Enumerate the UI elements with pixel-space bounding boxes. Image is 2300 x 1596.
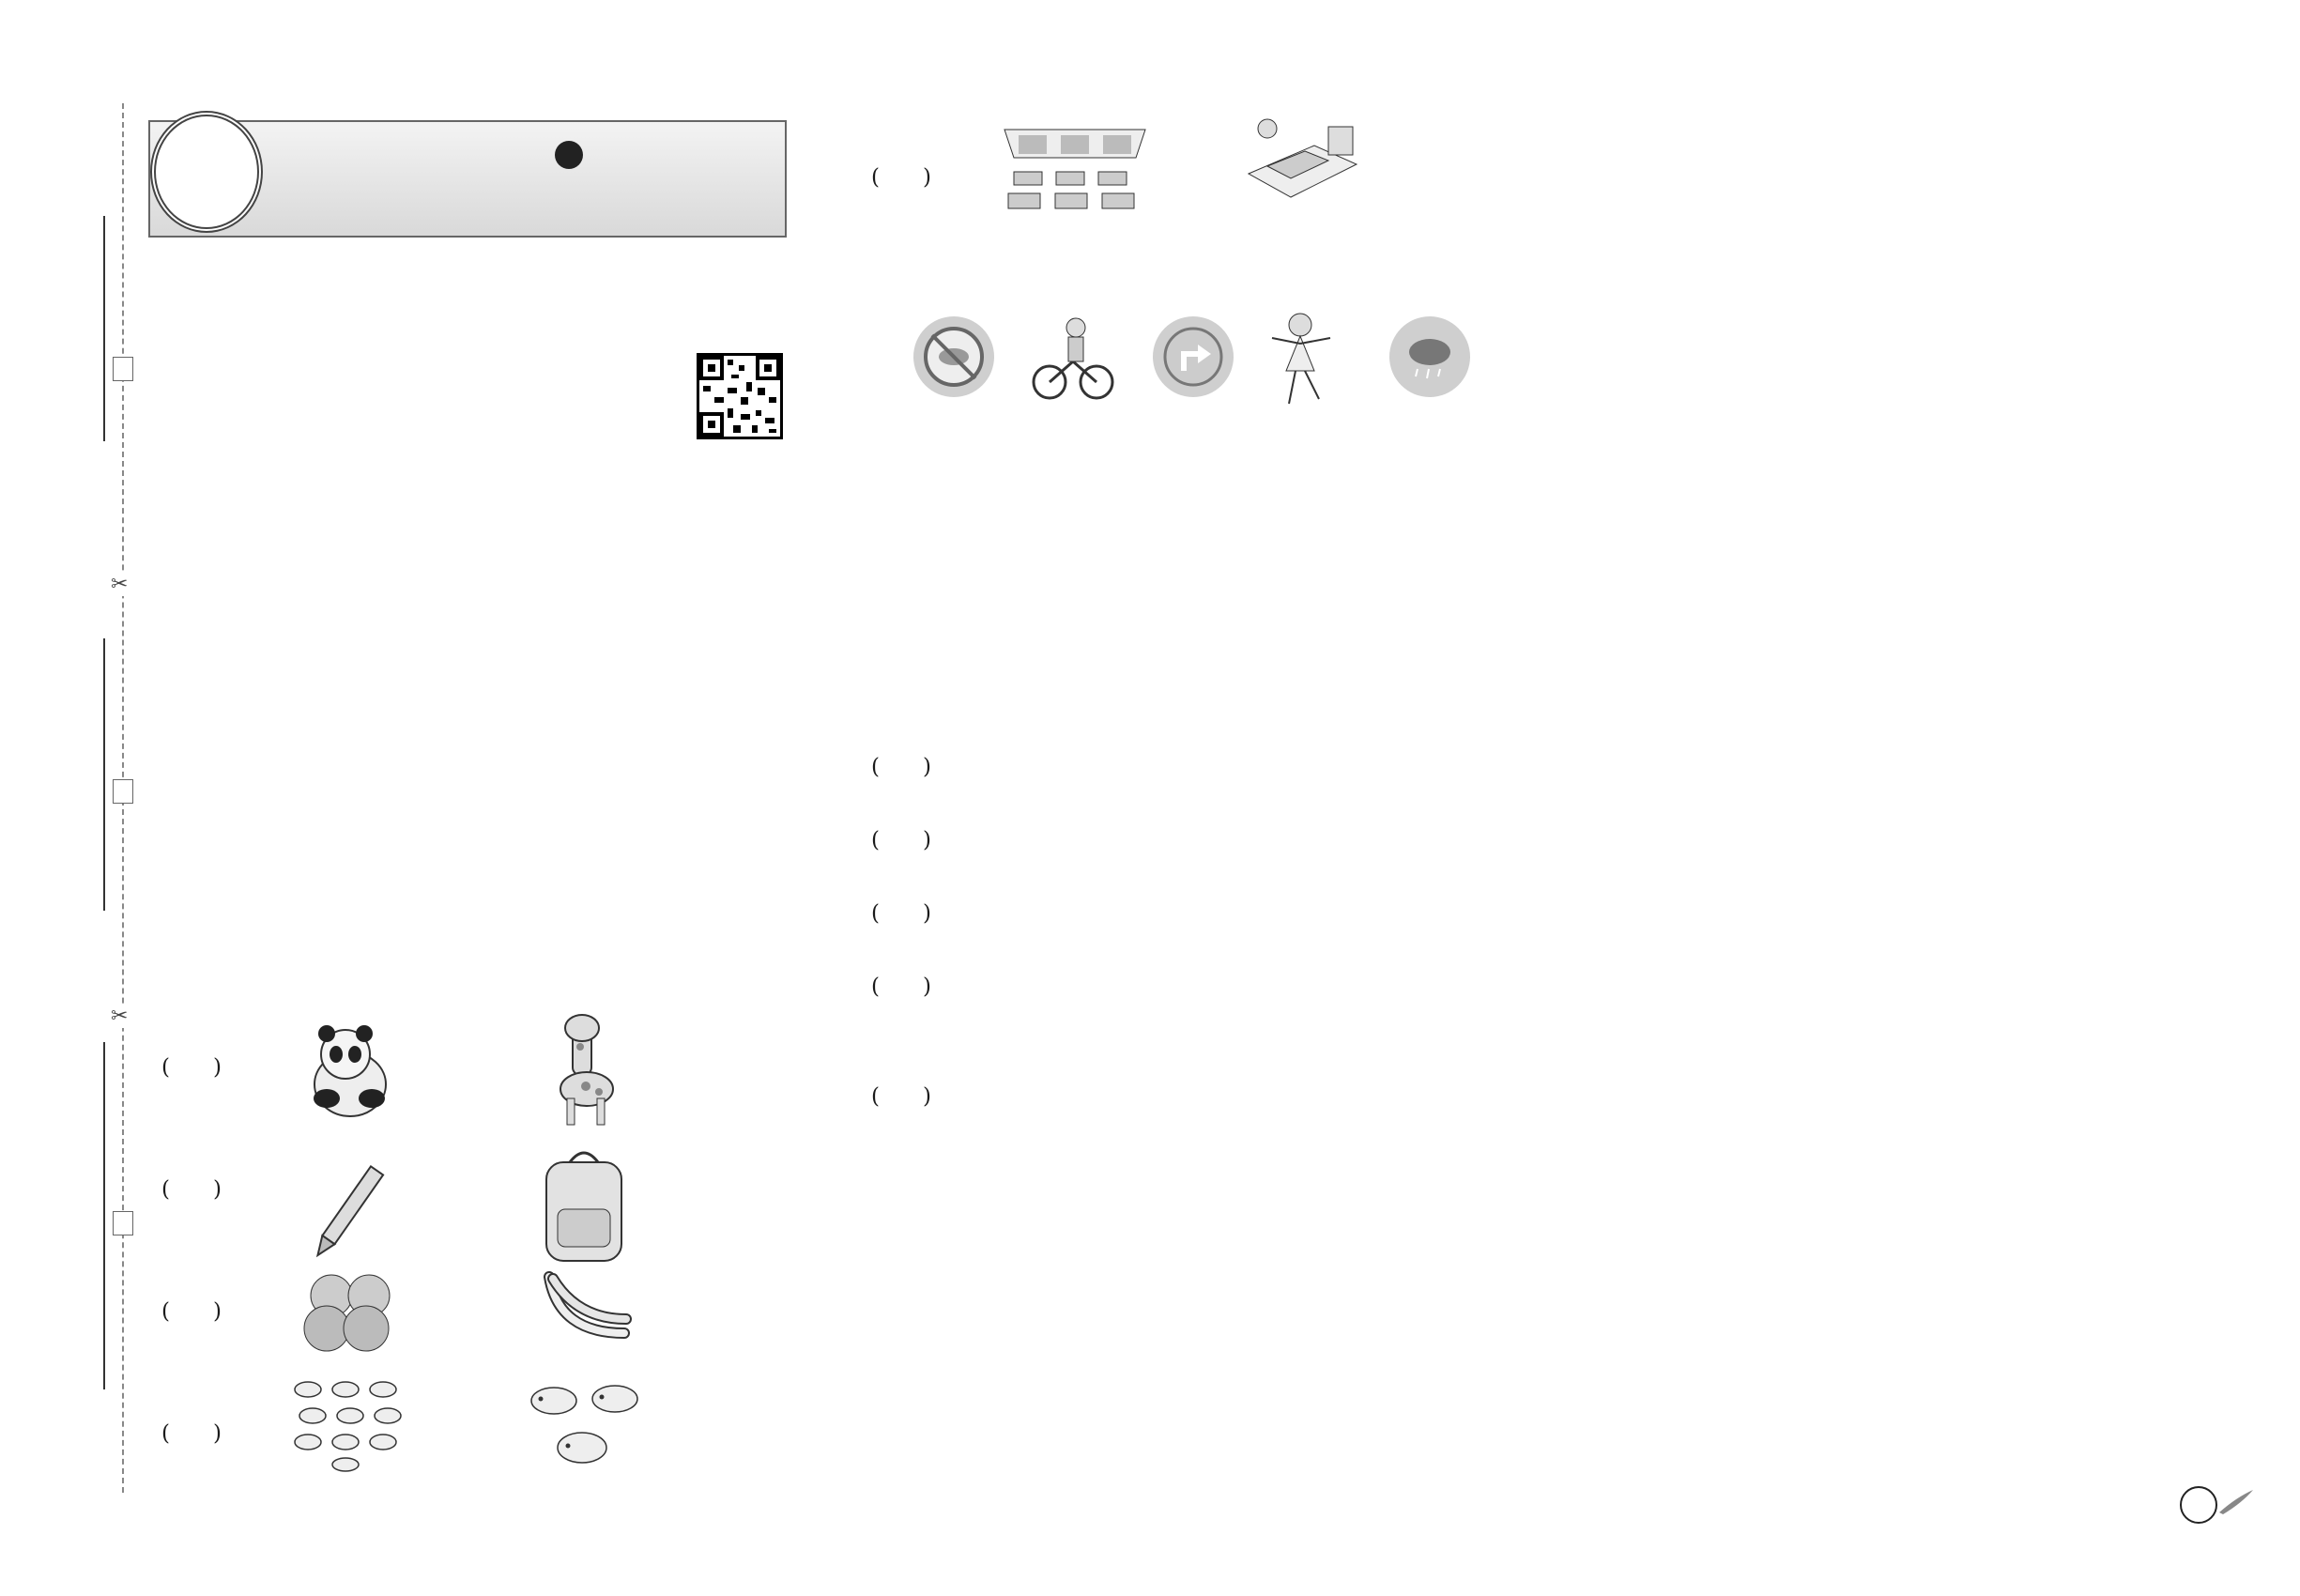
answer-blank[interactable]: ( ) — [161, 1177, 222, 1202]
answer-blank[interactable]: ( ) — [871, 828, 931, 852]
schoolbag-image — [537, 1143, 631, 1270]
apples-image — [299, 1263, 402, 1357]
answer-blank[interactable]: ( ) — [871, 755, 931, 779]
page-number — [2180, 1486, 2217, 1524]
seal-mark-secret — [113, 1211, 133, 1235]
scissors-icon: ✂ — [111, 1005, 129, 1028]
name-line — [103, 216, 105, 441]
quill-icon — [2217, 1488, 2255, 1516]
answer-blank[interactable]: ( ) — [871, 1084, 931, 1109]
exam-title — [394, 141, 751, 176]
answer-blank[interactable]: ( ) — [161, 1421, 222, 1446]
no-kissing-sign-icon — [913, 316, 994, 397]
class-line — [103, 638, 105, 911]
answer-blank[interactable]: ( ) — [161, 1299, 222, 1324]
small-fish-image — [289, 1378, 411, 1472]
binding-strip — [56, 103, 141, 1493]
bedroom-image — [1239, 117, 1361, 211]
cyclist-image — [1031, 315, 1115, 404]
seal-mark-seal — [113, 779, 133, 804]
classroom-image — [995, 120, 1155, 214]
answer-blank[interactable]: ( ) — [871, 901, 931, 926]
answer-blank[interactable]: ( ) — [871, 165, 931, 190]
school-line — [103, 1042, 105, 1389]
giraffe-image — [544, 1009, 629, 1127]
answer-blank[interactable]: ( ) — [871, 974, 931, 999]
dancer-image — [1263, 310, 1338, 408]
rainy-weather-icon — [1389, 316, 1470, 397]
pencil-image — [310, 1157, 385, 1269]
panda-image — [299, 1019, 402, 1122]
scissors-icon: ✂ — [111, 573, 129, 596]
bananas-image — [540, 1267, 634, 1347]
qr-code[interactable] — [697, 353, 783, 439]
turn-right-sign-icon — [1153, 316, 1234, 397]
brand-logo — [150, 111, 263, 233]
big-fish-image — [526, 1382, 648, 1476]
exam-number-badge — [555, 141, 583, 169]
answer-blank[interactable]: ( ) — [161, 1055, 222, 1080]
seal-mark-line — [113, 357, 133, 381]
